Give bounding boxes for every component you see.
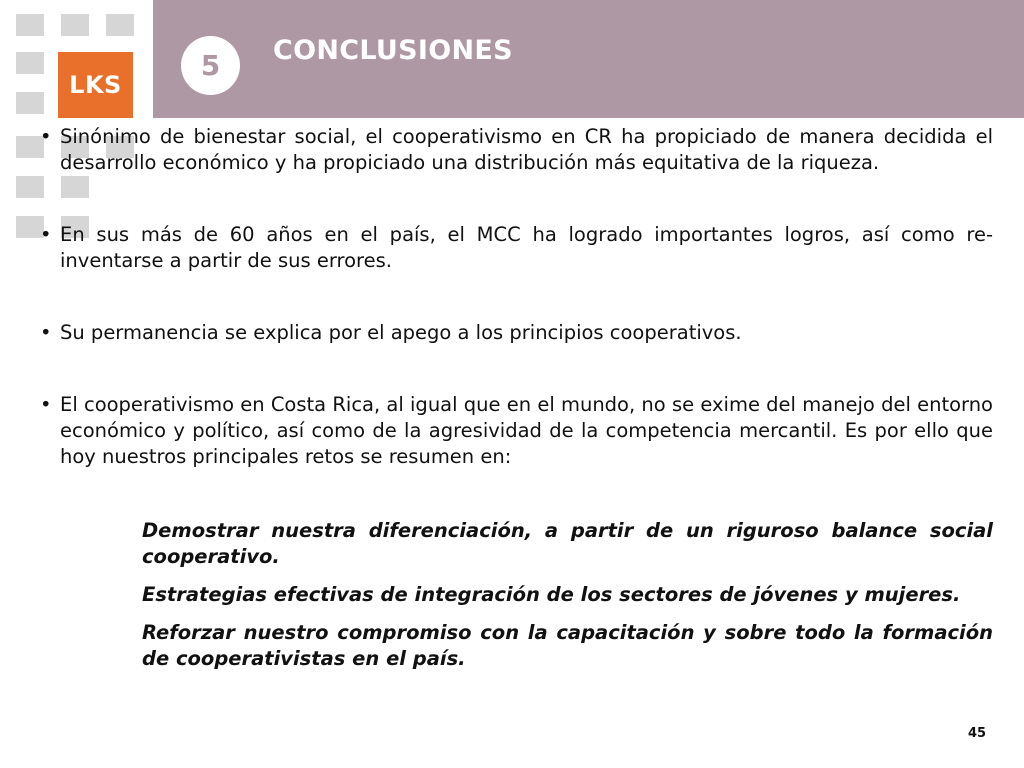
deco-square	[61, 14, 89, 36]
page-title: CONCLUSIONES	[273, 35, 513, 66]
challenge-item: Reforzar nuestro compromiso con la capacitación y sobre todo la formación de cooperativistas en el país.	[142, 621, 993, 670]
bullet-item	[40, 320, 993, 346]
bullet-item	[40, 222, 993, 274]
bullet-dot-icon: •	[40, 125, 52, 148]
bullet-dot-icon: •	[40, 223, 52, 246]
deco-square	[16, 52, 44, 74]
bullet-text: El cooperativismo en Costa Rica, al igual que en el mundo, no se exime del manejo del entorno económico y político, así como de la agresividad de la competencia mercantil. Es por ello que hoy nuestros principales retos se resumen en:	[60, 393, 993, 468]
deco-square	[16, 14, 44, 36]
bullet-dot-icon: •	[40, 393, 52, 416]
challenges-list	[40, 518, 993, 672]
lks-logo: LKS	[58, 52, 133, 118]
bullet-text: Sinónimo de bienestar social, el cooperativismo en CR ha propiciado de manera decidida el desarrollo económico y ha propiciado una distribución más equitativa de la riqueza.	[60, 125, 993, 174]
bullet-text: En sus más de 60 años en el país, el MCC ha logrado importantes logros, así como re-inventarse a partir de sus errores.	[60, 223, 993, 272]
deco-square	[106, 14, 134, 36]
bullet-dot-icon: •	[40, 321, 52, 344]
challenge-item: Estrategias efectivas de integración de los sectores de jóvenes y mujeres.	[142, 583, 961, 606]
page-number: 45	[968, 726, 987, 741]
bullet-item	[40, 124, 993, 176]
challenge-item: Demostrar nuestra diferenciación, a partir de un riguroso balance social cooperativo.	[142, 519, 993, 568]
bullet-item	[40, 392, 993, 470]
section-number-badge: 5	[181, 36, 240, 95]
slide-content	[40, 124, 993, 684]
bullet-text: Su permanencia se explica por el apego a los principios cooperativos.	[60, 321, 742, 344]
deco-square	[16, 92, 44, 114]
